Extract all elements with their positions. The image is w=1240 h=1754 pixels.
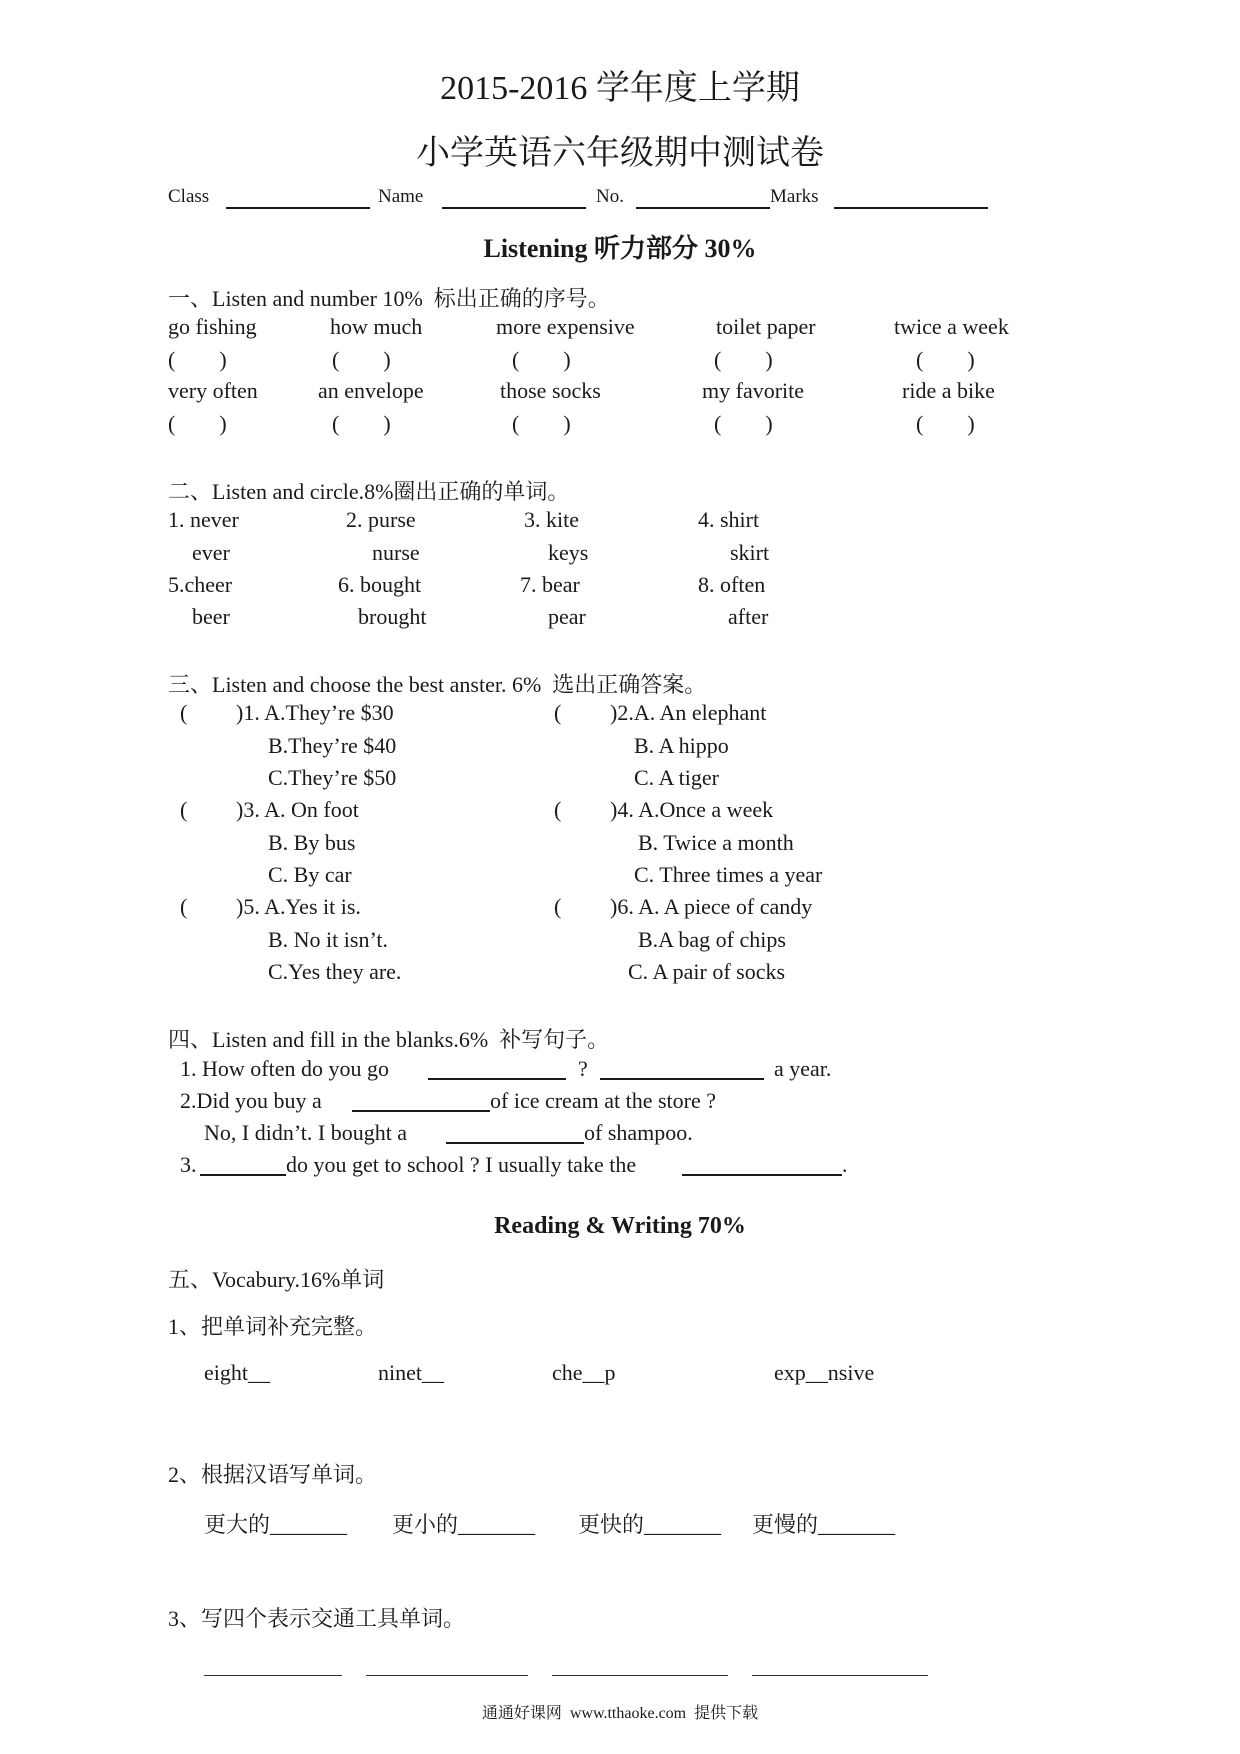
class-label: Class	[168, 186, 210, 207]
phrase: twice a week	[894, 314, 1009, 339]
phrase: how much	[330, 314, 423, 339]
answer-paren[interactable]: ( )	[332, 411, 391, 436]
option-word[interactable]: 3. kite	[524, 507, 579, 532]
option-word[interactable]: 8. often	[698, 572, 766, 597]
question-6: )6. A. A piece of candy	[610, 894, 813, 919]
vocab-part-3-title: 3、写四个表示交通工具单词。	[168, 1606, 466, 1631]
option-word[interactable]: 4. shirt	[698, 507, 760, 532]
question-5: )5. A.Yes it is.	[236, 894, 361, 919]
option: C.They’re $50	[268, 765, 397, 790]
transport-blank[interactable]	[752, 1675, 928, 1676]
option: B. By bus	[268, 830, 356, 855]
fill-blank[interactable]	[682, 1174, 842, 1176]
reading-writing-heading: Reading & Writing 70%	[494, 1213, 746, 1239]
sentence-text: of ice cream at the store ?	[490, 1088, 716, 1113]
option-word[interactable]: 1. never	[168, 507, 239, 532]
option: B. Twice a month	[638, 830, 794, 855]
phrase: ride a bike	[902, 378, 995, 403]
transport-blank[interactable]	[204, 1675, 342, 1676]
answer-paren[interactable]: (	[554, 894, 562, 919]
word-blank[interactable]: che__p	[552, 1360, 616, 1385]
answer-paren[interactable]: (	[180, 700, 188, 725]
option: B.They’re $40	[268, 733, 397, 758]
option: C.Yes they are.	[268, 959, 402, 984]
phrase: toilet paper	[716, 314, 816, 339]
name-blank[interactable]	[442, 207, 586, 209]
name-label: Name	[378, 186, 424, 207]
vocab-part-2-title: 2、根据汉语写单词。	[168, 1462, 378, 1487]
option: C. A tiger	[634, 765, 719, 790]
cn-word-blank[interactable]: 更小的_______	[392, 1512, 536, 1537]
option: B.A bag of chips	[638, 927, 786, 952]
no-label: No.	[596, 186, 624, 207]
section-5-title: 五、Vocabury.16%单词	[168, 1267, 385, 1292]
option: C. Three times a year	[634, 862, 823, 887]
answer-paren[interactable]: (	[180, 894, 188, 919]
sentence-text: 3.	[180, 1152, 197, 1177]
answer-paren[interactable]: ( )	[714, 347, 773, 372]
option-word[interactable]: nurse	[372, 540, 420, 565]
fill-blank[interactable]	[600, 1078, 764, 1080]
answer-paren[interactable]: ( )	[916, 411, 975, 436]
answer-paren[interactable]: ( )	[168, 347, 227, 372]
option: B. A hippo	[634, 733, 729, 758]
option-word[interactable]: 2. purse	[346, 507, 416, 532]
cn-word-blank[interactable]: 更慢的_______	[752, 1512, 896, 1537]
answer-paren[interactable]: ( )	[916, 347, 975, 372]
option-word[interactable]: brought	[358, 604, 427, 629]
option-word[interactable]: beer	[192, 604, 230, 629]
vocab-part-1-title: 1、把单词补充完整。	[168, 1314, 378, 1339]
sentence-text: .	[842, 1152, 848, 1177]
fill-blank[interactable]	[428, 1078, 566, 1080]
section-2-title: 二、Listen and circle.8%圈出正确的单词。	[168, 479, 570, 504]
option: C. By car	[268, 862, 352, 887]
option-word[interactable]: 6. bought	[338, 572, 422, 597]
section-4-title: 四、Listen and fill in the blanks.6% 补写句子。	[168, 1027, 610, 1052]
marks-blank[interactable]	[834, 207, 988, 209]
phrase: more expensive	[496, 314, 635, 339]
question-1: )1. A.They’re $30	[236, 700, 394, 725]
option-word[interactable]: keys	[548, 540, 589, 565]
phrase: go fishing	[168, 314, 257, 339]
answer-paren[interactable]: (	[180, 797, 188, 822]
sentence-text: 1. How often do you go	[180, 1056, 389, 1081]
option-word[interactable]: 7. bear	[520, 572, 580, 597]
option-word[interactable]: after	[728, 604, 769, 629]
answer-paren[interactable]: (	[554, 797, 562, 822]
section-1-title: 一、Listen and number 10% 标出正确的序号。	[168, 286, 610, 311]
option-word[interactable]: 5.cheer	[168, 572, 233, 597]
fill-blank[interactable]	[200, 1174, 286, 1176]
sentence-text: 2.Did you buy a	[180, 1088, 322, 1113]
fill-blank[interactable]	[352, 1110, 490, 1112]
phrase: an envelope	[318, 378, 424, 403]
transport-blank[interactable]	[366, 1675, 528, 1676]
phrase: my favorite	[702, 378, 805, 403]
word-blank[interactable]: eight__	[204, 1360, 270, 1385]
word-blank[interactable]: exp__nsive	[774, 1360, 875, 1385]
transport-blank[interactable]	[552, 1675, 728, 1676]
option: B. No it isn’t.	[268, 927, 389, 952]
sentence-text: ?	[578, 1056, 588, 1081]
class-blank[interactable]	[226, 207, 370, 209]
answer-paren[interactable]: ( )	[512, 347, 571, 372]
sentence-text: of shampoo.	[584, 1120, 693, 1145]
sentence-text: No, I didn’t. I bought a	[204, 1120, 408, 1145]
cn-word-blank[interactable]: 更快的_______	[578, 1512, 722, 1537]
phrase: those socks	[500, 378, 601, 403]
footer-source: 通通好课网 www.tthaoke.com 提供下载	[481, 1705, 759, 1722]
option: C. A pair of socks	[628, 959, 786, 984]
sentence-text: a year.	[774, 1056, 832, 1081]
fill-blank[interactable]	[446, 1142, 584, 1144]
option-word[interactable]: skirt	[730, 540, 770, 565]
option-word[interactable]: ever	[192, 540, 230, 565]
no-blank[interactable]	[636, 207, 770, 209]
word-blank[interactable]: ninet__	[378, 1360, 444, 1385]
title-line-2: 小学英语六年级期中测试卷	[416, 135, 824, 172]
answer-paren[interactable]: (	[554, 700, 562, 725]
option-word[interactable]: pear	[548, 604, 586, 629]
cn-word-blank[interactable]: 更大的_______	[204, 1512, 348, 1537]
answer-paren[interactable]: ( )	[714, 411, 773, 436]
marks-label: Marks	[770, 186, 819, 207]
listening-heading: Listening 听力部分 30%	[483, 234, 757, 263]
answer-paren[interactable]: ( )	[168, 411, 227, 436]
answer-paren[interactable]: ( )	[512, 411, 571, 436]
phrase: very often	[168, 378, 258, 403]
sentence-text: do you get to school ? I usually take the	[286, 1152, 637, 1177]
answer-paren[interactable]: ( )	[332, 347, 391, 372]
question-4: )4. A.Once a week	[610, 797, 774, 822]
question-3: )3. A. On foot	[236, 797, 359, 822]
section-3-title: 三、Listen and choose the best anster. 6% 选出正确答案。	[168, 672, 707, 697]
title-line-1: 2015-2016 学年度上学期	[440, 70, 800, 107]
question-2: )2.A. An elephant	[610, 700, 767, 725]
